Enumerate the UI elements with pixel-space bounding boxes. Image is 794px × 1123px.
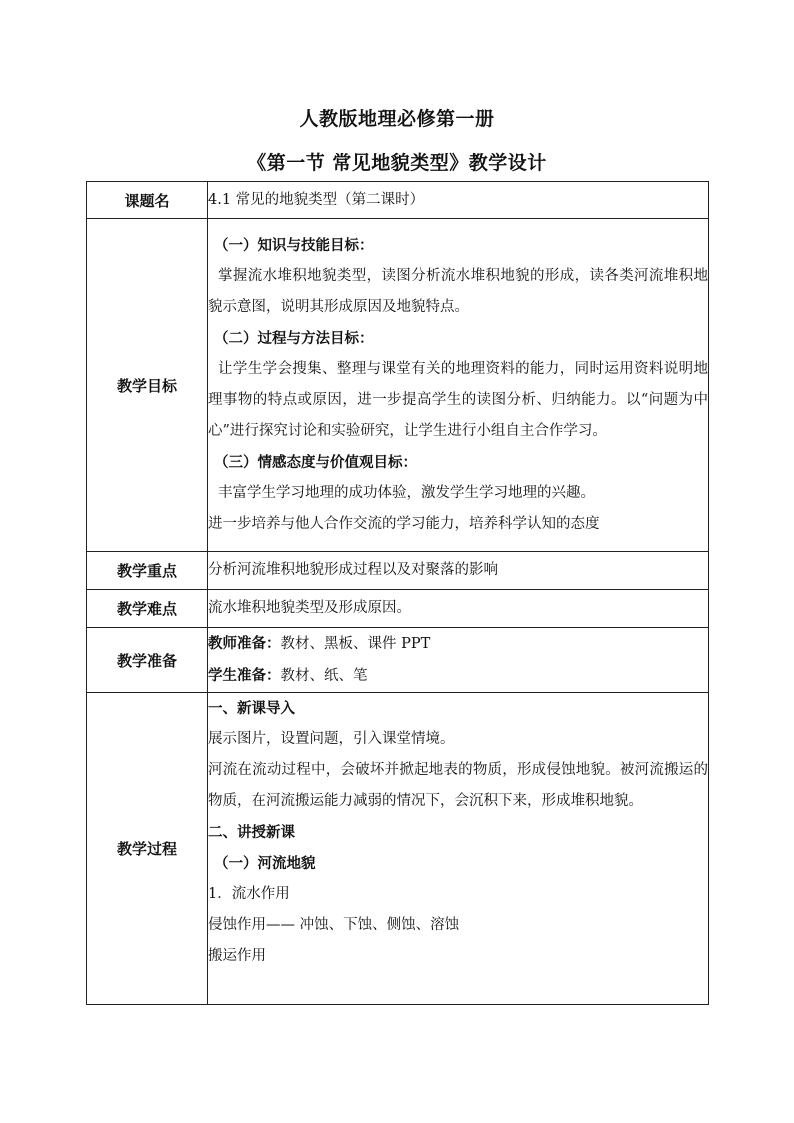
student-preparation-label: 学生准备： <box>208 667 281 684</box>
difficulties-cell <box>208 590 709 628</box>
objective-heading-attitude: （三）情感态度与价值观目标： <box>214 454 417 471</box>
key-points-cell <box>208 552 709 590</box>
table-row-key-points <box>87 552 709 590</box>
process-label: 教学过程 <box>87 693 208 1005</box>
document-title: 人教版地理必修第一册 <box>299 108 495 130</box>
topic-value-cell <box>208 182 709 219</box>
student-preparation <box>208 660 708 692</box>
objective-heading-process: （二）过程与方法目标： <box>214 330 374 347</box>
difficulties-label: 教学难点 <box>87 590 208 628</box>
key-points-label: 教学重点 <box>87 552 208 590</box>
objective-text-attitude-2: 进一步培养与他人合作交流的学习能力，培养科学认知的态度 <box>208 516 600 532</box>
table-row-difficulties <box>87 590 709 628</box>
table-row-process <box>87 693 709 1005</box>
process-section-intro: 一、新课导入 <box>208 700 295 717</box>
table-row-preparation <box>87 628 709 693</box>
process-item-transport: 搬运作用 <box>208 948 266 964</box>
process-text-intro: 展示图片，设置问题，引入课堂情境。 <box>208 731 455 747</box>
key-points-value: 分析河流堆积地貌形成过程以及对聚落的影响 <box>208 562 498 578</box>
teacher-preparation-label: 教师准备： <box>208 635 281 652</box>
topic-value: 4.1 常见的地貌类型（第二课时） <box>208 191 425 208</box>
document-subtitle: 《第一节 常见地貌类型》教学设计 <box>247 152 547 174</box>
teacher-preparation-value: 教材、黑板、课件 PPT <box>280 636 431 652</box>
process-section-new-lesson: 二、讲授新课 <box>208 824 295 841</box>
preparation-cell <box>208 628 709 693</box>
difficulties-value: 流水堆积地貌类型及形成原因。 <box>208 600 411 616</box>
table-row-topic <box>87 182 709 219</box>
objectives-label: 教学目标 <box>87 219 208 552</box>
objective-text-attitude-1: 丰富学生学习地理的成功体验，激发学生学习地理的兴趣。 <box>218 485 595 501</box>
teacher-preparation <box>208 628 708 660</box>
process-item-water-action: 1．流水作用 <box>208 886 290 902</box>
objectives-cell <box>208 219 709 552</box>
process-item-erosion: 侵蚀作用—— 冲蚀、下蚀、侧蚀、溶蚀 <box>208 917 460 933</box>
objective-text-knowledge: 掌握流水堆积地貌类型，读图分析流水堆积地貌的形成，读各类河流堆积地貌示意图，说明其形成原因及地貌特点。 <box>208 268 708 315</box>
process-cell <box>208 693 709 1005</box>
table-row-objectives <box>87 219 709 552</box>
objective-text-process: 让学生学会搜集、整理与课堂有关的地理资料的能力，同时运用资料说明地理事物的特点或原因，进一步提高学生的读图分析、归纳能力。以“问题为中心”进行探究讨论和实验研究，让学生进行小组自主合作学习。 <box>208 361 708 439</box>
preparation-label: 教学准备 <box>87 628 208 693</box>
topic-label: 课题名 <box>87 182 208 219</box>
student-preparation-value: 教材、纸、笔 <box>280 668 368 684</box>
lesson-plan-table <box>86 181 709 1005</box>
process-subsection-river-landforms: （一）河流地貌 <box>214 855 316 872</box>
process-text-river: 河流在流动过程中，会破坏并掀起地表的物质，形成侵蚀地貌。被河流搬运的物质，在河流搬运能力减弱的情况下，会沉积下来，形成堆积地貌。 <box>208 762 708 809</box>
objective-heading-knowledge: （一）知识与技能目标： <box>214 237 374 254</box>
